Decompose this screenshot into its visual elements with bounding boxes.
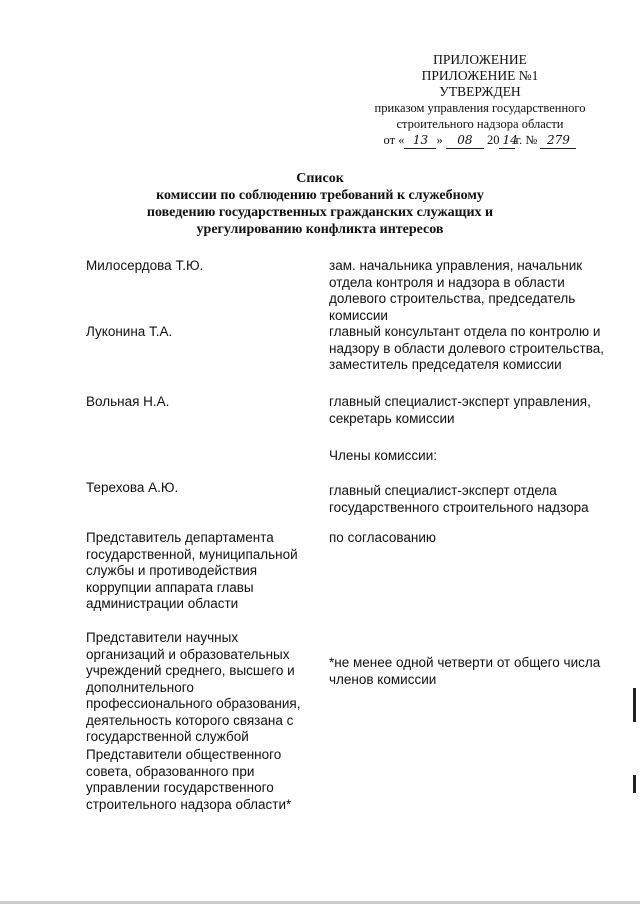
- date-mid: »: [436, 133, 443, 147]
- member-role-1: зам. начальника управления, начальник отдела контроля и надзора в области долевого строительства, председатель комиссии: [329, 258, 583, 323]
- member-role-3: главный специалист-эксперт управления, секретарь комиссии: [329, 394, 591, 426]
- order-issuer-line2: строительного надзора области: [396, 117, 564, 131]
- date-year-prefix: 20: [486, 133, 500, 147]
- date-month: 08: [446, 132, 484, 149]
- date-year-suffix: г. №: [515, 133, 538, 147]
- member-name-4: Терехова А.Ю.: [86, 480, 179, 495]
- approved-label: УТВЕРЖДЕН: [439, 84, 521, 99]
- date-year: 14: [499, 132, 515, 149]
- member-role-5: по согласованию: [329, 530, 437, 545]
- appendix-number-label: ПРИЛОЖЕНИЕ №1: [421, 68, 539, 83]
- order-number: 279: [540, 132, 576, 149]
- member-role-2: главный консультант отдела по контролю и надзору в области долевого строительства, заместитель председателя комиссии: [329, 324, 605, 372]
- title-line-2: комиссии по соблюдению требований к служебному: [156, 188, 484, 203]
- member-name-2: Луконина Т.А.: [86, 324, 173, 339]
- title-line-4: урегулированию конфликта интересов: [196, 222, 444, 237]
- scan-mark: [633, 688, 636, 722]
- scan-edge: [0, 901, 640, 904]
- title-line-3: поведению государственных гражданских служащих и: [146, 205, 494, 220]
- date-day: 13: [404, 132, 436, 149]
- member-role-6: *не менее одной четверти от общего числа членов комиссии: [329, 655, 601, 687]
- member-name-5: Представитель департамента государственной, муниципальной службы и противодействия коррупции аппарата главы администрации области: [86, 530, 298, 611]
- approval-stamp: [340, 52, 620, 149]
- order-issuer-line1: приказом управления государственного: [374, 101, 586, 115]
- scan-mark: [633, 775, 636, 793]
- member-name-3: Вольная Н.А.: [86, 394, 170, 409]
- member-name-6: Представители научных организаций и образовательных учреждений среднего, высшего и дополнительного профессионального образования, деятельность которого связана с государственной службой: [86, 630, 301, 744]
- order-date-line: [340, 132, 620, 149]
- member-role-4: главный специалист-эксперт отдела государственного строительного надзора: [329, 483, 589, 515]
- title-line-1: Список: [296, 171, 344, 186]
- member-name-1: Милосердова Т.Ю.: [86, 258, 204, 273]
- member-name-7: Представители общественного совета, образованного при управлении государственного строительного надзора области*: [86, 747, 292, 812]
- appendix-label: ПРИЛОЖЕНИЕ: [433, 52, 527, 67]
- members-heading: Члены комиссии:: [329, 448, 438, 463]
- document-title: [100, 170, 540, 238]
- date-prefix: от «: [383, 133, 405, 147]
